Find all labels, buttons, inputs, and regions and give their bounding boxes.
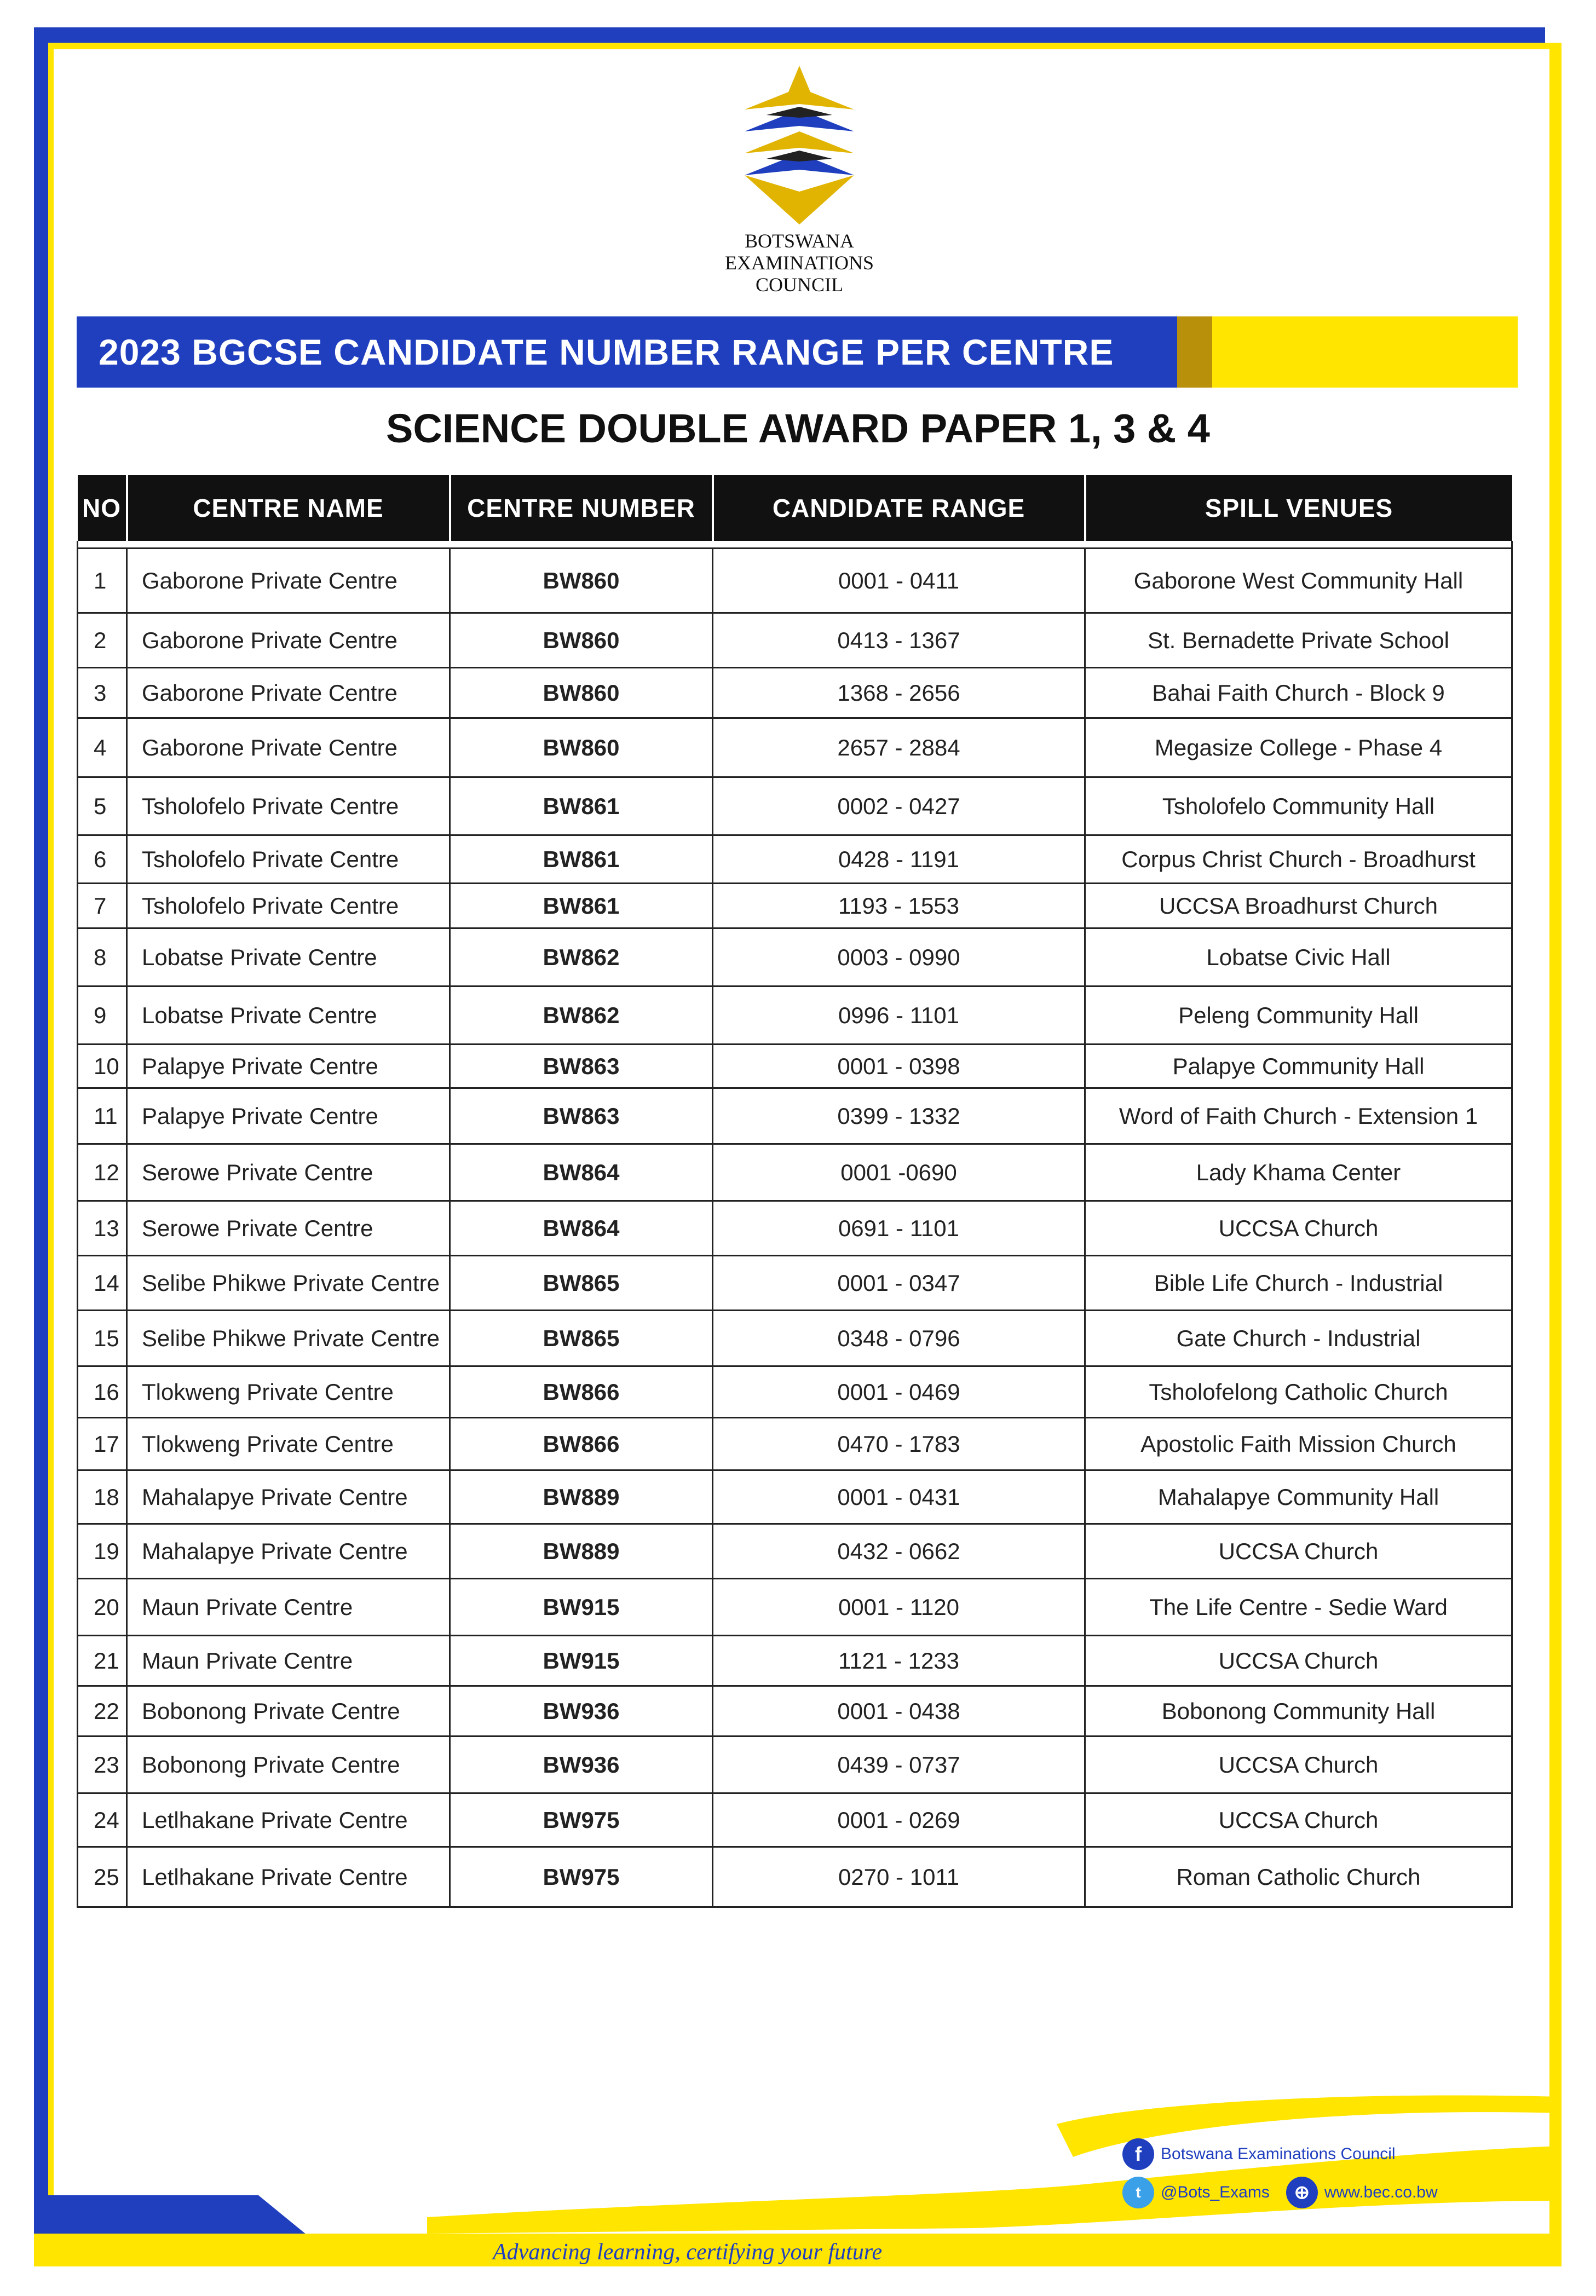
footer-tagline: Advancing learning, certifying your future bbox=[493, 2240, 883, 2265]
row-candidate-range: 0003 - 0990 bbox=[713, 928, 1085, 987]
row-no: 1 bbox=[78, 549, 127, 613]
row-centre-number: BW861 bbox=[450, 777, 713, 835]
row-candidate-range: 0470 - 1783 bbox=[713, 1418, 1085, 1470]
row-centre-name: Tsholofelo Private Centre bbox=[127, 777, 450, 835]
row-centre-name: Gaborone Private Centre bbox=[127, 613, 450, 668]
header-centre-name: CENTRE NAME bbox=[127, 475, 450, 541]
header-centre-number: CENTRE NUMBER bbox=[450, 475, 713, 541]
globe-icon: ⊕ bbox=[1286, 2177, 1318, 2208]
row-centre-number: BW864 bbox=[450, 1201, 713, 1256]
row-spill-venue: Word of Faith Church - Extension 1 bbox=[1085, 1088, 1512, 1144]
row-spill-venue: UCCSA Church bbox=[1085, 1201, 1512, 1256]
table-row bbox=[78, 549, 1512, 613]
row-candidate-range: 0439 - 0737 bbox=[713, 1737, 1085, 1793]
row-centre-name: Tsholofelo Private Centre bbox=[127, 884, 450, 928]
table-row bbox=[78, 1045, 1512, 1088]
table-row bbox=[78, 1793, 1512, 1847]
page-subtitle: SCIENCE DOUBLE AWARD PAPER 1, 3 & 4 bbox=[386, 406, 1210, 451]
header-spill-venues: SPILL VENUES bbox=[1085, 475, 1512, 541]
row-no: 17 bbox=[78, 1418, 127, 1470]
row-candidate-range: 0002 - 0427 bbox=[713, 777, 1085, 835]
row-centre-number: BW865 bbox=[450, 1311, 713, 1366]
header-no: NO bbox=[78, 475, 127, 541]
row-centre-number: BW936 bbox=[450, 1737, 713, 1793]
row-spill-venue: Lobatse Civic Hall bbox=[1085, 928, 1512, 987]
table-row bbox=[78, 1737, 1512, 1793]
row-spill-venue: Peleng Community Hall bbox=[1085, 987, 1512, 1045]
row-no: 8 bbox=[78, 928, 127, 987]
row-no: 24 bbox=[78, 1793, 127, 1847]
row-candidate-range: 0270 - 1011 bbox=[713, 1847, 1085, 1907]
row-no: 11 bbox=[78, 1088, 127, 1144]
table-row bbox=[78, 987, 1512, 1045]
twitter-label[interactable]: @Bots_Exams bbox=[1161, 2183, 1270, 2201]
row-no: 18 bbox=[78, 1470, 127, 1524]
row-centre-number: BW863 bbox=[450, 1045, 713, 1088]
table-row bbox=[78, 1847, 1512, 1907]
table-row bbox=[78, 1579, 1512, 1636]
row-candidate-range: 0428 - 1191 bbox=[713, 835, 1085, 884]
row-spill-venue: UCCSA Church bbox=[1085, 1524, 1512, 1579]
row-centre-number: BW915 bbox=[450, 1636, 713, 1686]
table-row bbox=[78, 1686, 1512, 1737]
row-no: 9 bbox=[78, 987, 127, 1045]
row-centre-number: BW889 bbox=[450, 1524, 713, 1579]
row-no: 23 bbox=[78, 1737, 127, 1793]
row-candidate-range: 1121 - 1233 bbox=[713, 1636, 1085, 1686]
row-spill-venue: Bahai Faith Church - Block 9 bbox=[1085, 668, 1512, 718]
row-spill-venue: UCCSA Church bbox=[1085, 1636, 1512, 1686]
row-candidate-range: 0001 - 0431 bbox=[713, 1470, 1085, 1524]
row-candidate-range: 2657 - 2884 bbox=[713, 718, 1085, 777]
row-candidate-range: 0001 - 1120 bbox=[713, 1579, 1085, 1636]
row-candidate-range: 0996 - 1101 bbox=[713, 987, 1085, 1045]
row-centre-number: BW862 bbox=[450, 987, 713, 1045]
table-row bbox=[78, 884, 1512, 928]
row-centre-number: BW860 bbox=[450, 549, 713, 613]
row-centre-name: Tsholofelo Private Centre bbox=[127, 835, 450, 884]
row-centre-name: Serowe Private Centre bbox=[127, 1201, 450, 1256]
row-no: 16 bbox=[78, 1366, 127, 1418]
row-no: 15 bbox=[78, 1311, 127, 1366]
row-candidate-range: 0432 - 0662 bbox=[713, 1524, 1085, 1579]
row-centre-number: BW860 bbox=[450, 613, 713, 668]
row-spill-venue: Apostolic Faith Mission Church bbox=[1085, 1418, 1512, 1470]
row-candidate-range: 0691 - 1101 bbox=[713, 1201, 1085, 1256]
row-spill-venue: Tsholofelong Catholic Church bbox=[1085, 1366, 1512, 1418]
social-links bbox=[1122, 2135, 1506, 2212]
row-spill-venue: Tsholofelo Community Hall bbox=[1085, 777, 1512, 835]
row-no: 12 bbox=[78, 1144, 127, 1201]
row-centre-name: Maun Private Centre bbox=[127, 1579, 450, 1636]
row-candidate-range: 0001 - 0469 bbox=[713, 1366, 1085, 1418]
row-spill-venue: Gate Church - Industrial bbox=[1085, 1311, 1512, 1366]
row-no: 3 bbox=[78, 668, 127, 718]
table-row bbox=[78, 1636, 1512, 1686]
row-spill-venue: St. Bernadette Private School bbox=[1085, 613, 1512, 668]
row-no: 22 bbox=[78, 1686, 127, 1737]
frame-top-border bbox=[34, 27, 1545, 43]
logo-wordmark bbox=[684, 230, 914, 296]
table-row bbox=[78, 1088, 1512, 1144]
table-row bbox=[78, 1201, 1512, 1256]
row-no: 14 bbox=[78, 1256, 127, 1311]
row-spill-venue: Corpus Christ Church - Broadhurst bbox=[1085, 835, 1512, 884]
row-no: 10 bbox=[78, 1045, 127, 1088]
logo-line-2: EXAMINATIONS bbox=[725, 252, 874, 274]
row-centre-name: Selibe Phikwe Private Centre bbox=[127, 1311, 450, 1366]
frame-right-border bbox=[1549, 43, 1562, 2254]
row-candidate-range: 1193 - 1553 bbox=[713, 884, 1085, 928]
row-centre-name: Gaborone Private Centre bbox=[127, 668, 450, 718]
row-centre-number: BW866 bbox=[450, 1418, 713, 1470]
logo-line-3: COUNCIL bbox=[756, 274, 843, 296]
row-centre-name: Palapye Private Centre bbox=[127, 1045, 450, 1088]
row-centre-name: Tlokweng Private Centre bbox=[127, 1366, 450, 1418]
row-centre-name: Letlhakane Private Centre bbox=[127, 1847, 450, 1907]
row-centre-name: Mahalapye Private Centre bbox=[127, 1524, 450, 1579]
row-centre-name: Bobonong Private Centre bbox=[127, 1686, 450, 1737]
row-centre-number: BW861 bbox=[450, 884, 713, 928]
table-row bbox=[78, 1418, 1512, 1470]
row-no: 20 bbox=[78, 1579, 127, 1636]
row-no: 2 bbox=[78, 613, 127, 668]
row-centre-number: BW975 bbox=[450, 1847, 713, 1907]
banner-title: 2023 BGCSE CANDIDATE NUMBER RANGE PER CENTRE bbox=[99, 332, 1114, 372]
frame-top-accent bbox=[48, 43, 1559, 49]
table-row bbox=[78, 1470, 1512, 1524]
row-candidate-range: 0001 -0690 bbox=[713, 1144, 1085, 1201]
row-spill-venue: UCCSA Church bbox=[1085, 1793, 1512, 1847]
row-centre-name: Lobatse Private Centre bbox=[127, 928, 450, 987]
row-candidate-range: 0348 - 0796 bbox=[713, 1311, 1085, 1366]
row-centre-number: BW866 bbox=[450, 1366, 713, 1418]
row-no: 5 bbox=[78, 777, 127, 835]
row-centre-name: Tlokweng Private Centre bbox=[127, 1418, 450, 1470]
row-spill-venue: Bobonong Community Hall bbox=[1085, 1686, 1512, 1737]
row-candidate-range: 0413 - 1367 bbox=[713, 613, 1085, 668]
table-row bbox=[78, 668, 1512, 718]
table-row bbox=[78, 928, 1512, 987]
row-centre-number: BW889 bbox=[450, 1470, 713, 1524]
row-candidate-range: 0001 - 0438 bbox=[713, 1686, 1085, 1737]
logo-line-1: BOTSWANA bbox=[744, 230, 854, 252]
frame-left-border bbox=[34, 27, 49, 2234]
row-candidate-range: 0399 - 1332 bbox=[713, 1088, 1085, 1144]
row-centre-name: Lobatse Private Centre bbox=[127, 987, 450, 1045]
row-candidate-range: 0001 - 0398 bbox=[713, 1045, 1085, 1088]
row-spill-venue: Lady Khama Center bbox=[1085, 1144, 1512, 1201]
row-centre-name: Gaborone Private Centre bbox=[127, 549, 450, 613]
row-candidate-range: 0001 - 0269 bbox=[713, 1793, 1085, 1847]
row-centre-number: BW975 bbox=[450, 1793, 713, 1847]
row-spill-venue: UCCSA Church bbox=[1085, 1737, 1512, 1793]
row-centre-name: Serowe Private Centre bbox=[127, 1144, 450, 1201]
table-body bbox=[78, 541, 1512, 1907]
row-centre-name: Gaborone Private Centre bbox=[127, 718, 450, 777]
candidate-range-table bbox=[77, 475, 1513, 1908]
row-spill-venue: Mahalapye Community Hall bbox=[1085, 1470, 1512, 1524]
row-spill-venue: Bible Life Church - Industrial bbox=[1085, 1256, 1512, 1311]
row-no: 6 bbox=[78, 835, 127, 884]
header-candidate-range: CANDIDATE RANGE bbox=[713, 475, 1085, 541]
facebook-icon: f bbox=[1122, 2138, 1154, 2170]
row-centre-number: BW865 bbox=[450, 1256, 713, 1311]
table-row bbox=[78, 777, 1512, 835]
row-centre-number: BW860 bbox=[450, 718, 713, 777]
row-centre-number: BW861 bbox=[450, 835, 713, 884]
website-link[interactable]: www.bec.co.bw bbox=[1324, 2183, 1438, 2201]
row-centre-name: Palapye Private Centre bbox=[127, 1088, 450, 1144]
row-centre-number: BW936 bbox=[450, 1686, 713, 1737]
row-spill-venue: Gaborone West Community Hall bbox=[1085, 549, 1512, 613]
row-centre-name: Mahalapye Private Centre bbox=[127, 1470, 450, 1524]
row-centre-number: BW862 bbox=[450, 928, 713, 987]
bec-logo-icon bbox=[734, 66, 865, 230]
row-spill-venue: Palapye Community Hall bbox=[1085, 1045, 1512, 1088]
row-candidate-range: 1368 - 2656 bbox=[713, 668, 1085, 718]
row-centre-name: Bobonong Private Centre bbox=[127, 1737, 450, 1793]
table-row bbox=[78, 1366, 1512, 1418]
row-no: 19 bbox=[78, 1524, 127, 1579]
row-centre-number: BW863 bbox=[450, 1088, 713, 1144]
row-no: 13 bbox=[78, 1201, 127, 1256]
twitter-icon: t bbox=[1122, 2177, 1154, 2208]
table-row bbox=[78, 1256, 1512, 1311]
table-row bbox=[78, 1311, 1512, 1366]
row-centre-name: Selibe Phikwe Private Centre bbox=[127, 1256, 450, 1311]
table-row bbox=[78, 718, 1512, 777]
table-row bbox=[78, 1144, 1512, 1201]
table-row bbox=[78, 613, 1512, 668]
table-header-row bbox=[78, 475, 1512, 541]
table-row bbox=[78, 835, 1512, 884]
row-centre-name: Letlhakane Private Centre bbox=[127, 1793, 450, 1847]
row-centre-name: Maun Private Centre bbox=[127, 1636, 450, 1686]
row-spill-venue: Roman Catholic Church bbox=[1085, 1847, 1512, 1907]
row-spill-venue: UCCSA Broadhurst Church bbox=[1085, 884, 1512, 928]
row-no: 21 bbox=[78, 1636, 127, 1686]
row-no: 4 bbox=[78, 718, 127, 777]
banner-gold-block bbox=[1177, 316, 1212, 388]
row-no: 7 bbox=[78, 884, 127, 928]
frame-left-accent bbox=[48, 43, 54, 2227]
row-centre-number: BW860 bbox=[450, 668, 713, 718]
facebook-link[interactable] bbox=[1122, 2135, 1506, 2173]
row-candidate-range: 0001 - 0411 bbox=[713, 549, 1085, 613]
row-spill-venue: The Life Centre - Sedie Ward bbox=[1085, 1579, 1512, 1636]
row-centre-number: BW915 bbox=[450, 1579, 713, 1636]
row-candidate-range: 0001 - 0347 bbox=[713, 1256, 1085, 1311]
table-row bbox=[78, 1524, 1512, 1579]
facebook-label: Botswana Examinations Council bbox=[1161, 2145, 1396, 2163]
row-no: 25 bbox=[78, 1847, 127, 1907]
row-spill-venue: Megasize College - Phase 4 bbox=[1085, 718, 1512, 777]
row-centre-number: BW864 bbox=[450, 1144, 713, 1201]
